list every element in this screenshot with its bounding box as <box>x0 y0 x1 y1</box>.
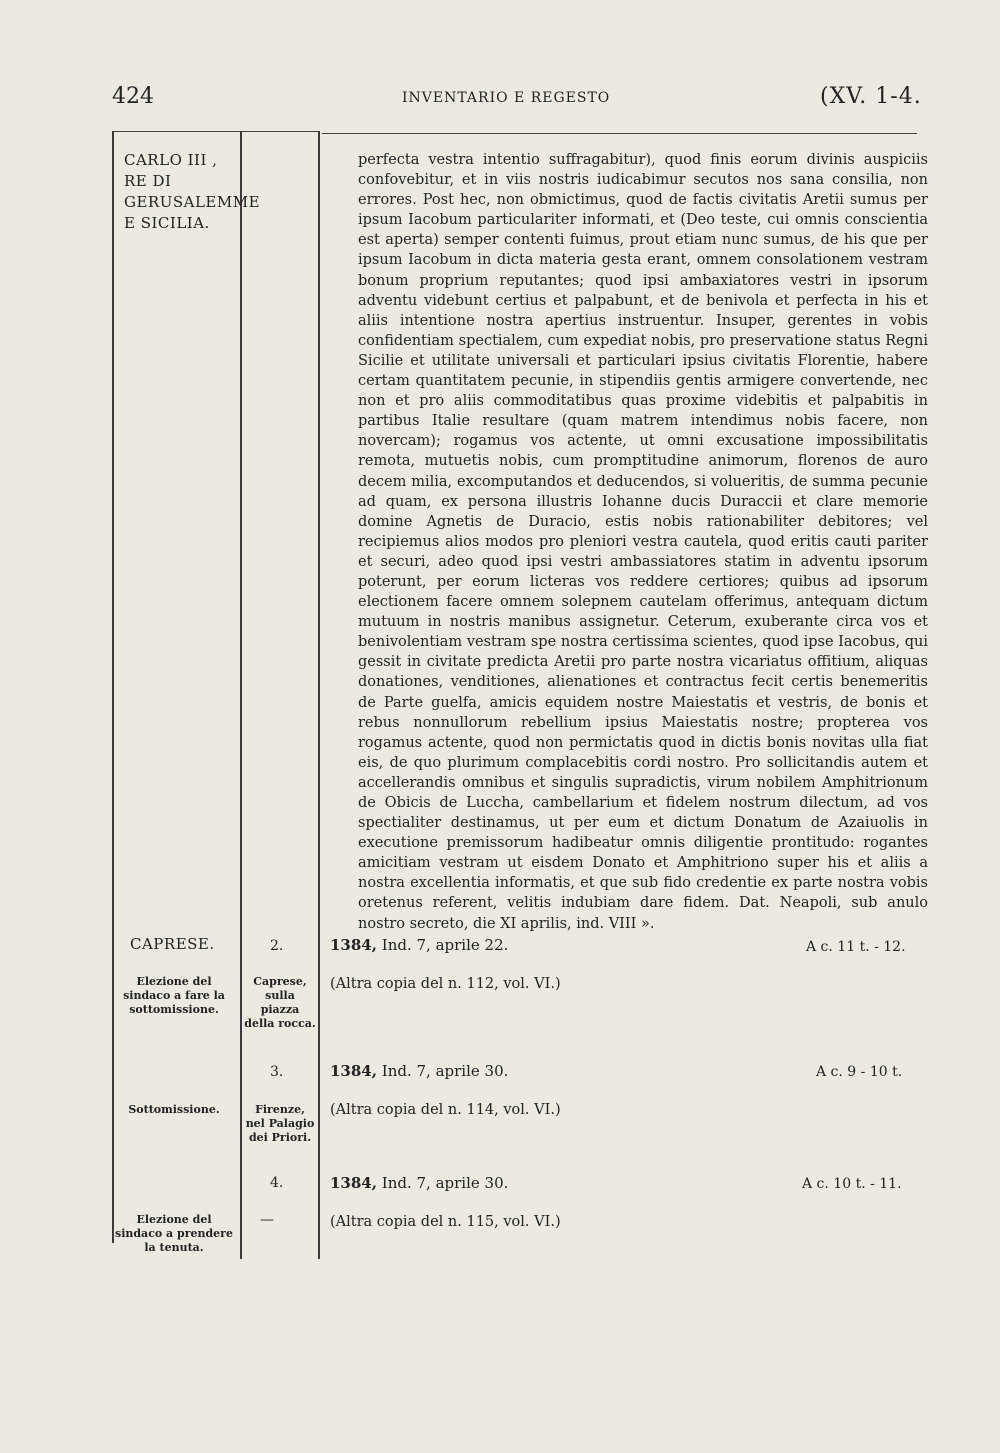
entry-title: CAPRESE. <box>130 935 215 953</box>
entry-date <box>330 1174 508 1192</box>
entry-subject: Elezione del sindaco a fare la sottomissione. <box>123 975 225 1016</box>
entry-number: 2. <box>270 938 284 954</box>
entry-place: Caprese, sulla piazza della rocca. <box>244 975 316 1030</box>
column-divider-3 <box>318 131 320 1259</box>
document-body <box>358 150 928 934</box>
section-reference: (XV. 1-4. <box>820 84 922 109</box>
entry-note: (Altra copia del n. 115, vol. VI.) <box>330 1214 561 1230</box>
entry-number: 4. <box>270 1175 284 1191</box>
page-header <box>0 84 1000 114</box>
body-paragraph: perfecta vestra intentio suffragabitur), quod finis eorum divinis auspiciis confovebitur, et in viis nostris iudicabimur secutos nos sana consilia, non errores. Post hec, non obmictimus, quod de factis civitatis Aretii sumus per ipsum Iacobum particulariter informati, et (Deo teste, cui omnis conscientia est aperta) semper contenti fuimus, prout etiam nunc sumus, de his que per ipsum Iacobum in dicta materia gesta erant, omnem consolationem vestram bonum proprium reputantes; quod ipsi ambaxiatores vestri in ipsorum adventu videbunt certius et palpabunt, et de benivola et perfecta in his et aliis intentione nostra apertius instruentur. Insuper, gerentes in vobis confidentiam spectialem, cum expediat nobis, pro preservatione status Regni Sicilie et utilitate universali et particulari ipsius civitatis Florentie, habere certam quantitatem pecunie, in stipendiis gentis armigere convertende, nec non et pro aliis commoditatibus quas proxime videbitis et palpabitis in partibus Italie resultare (quam matrem intendimus nobis facere, non novercam); rogamus vos actente, ut omni excusatione impossibilitatis remota, mutuetis nobis, cum promptitudine animorum, florenos de auro decem milia, excomputandos et deducendos, si volueritis, de summa pecunie ad quam, ex persona illustris Iohanne ducis Duraccii et clare memorie domine Agnetis de Duracio, estis nobis rationabiliter debitores; vel recipiemus alios modos pro pleniori vestra cautela, quod eritis cauti pariter et securi, adeo quod ipsi vestri ambassiatores statim in adventu ipsorum poterunt, per eorum licteras vos reddere certiores; quibus ad ipsorum electionem facere omnem solepnem cautelam offerimus, antequam dictum mutuum in nostris manibus assignetur. Ceterum, exuberante circa vos et benivolentiam vestram spe nostra certissima scientes, quod ipse Iacobus, qui gessit in civitate predicta Aretii pro parte nostra vicariatus offitium, aliquas donationes, venditiones, alienationes et contractus fecit certis benemeritis de Parte guelfa, amicis equidem nostre Maiestatis et vestris, de bonis et rebus nonnullorum rebellium ipsius Maiestatis nostre; propterea vos rogamus actente, quod non permictatis quod in dictis bonis novitas ulla fiat eis, de quo plurimum complacebitis cordi nostro. Pro sollicitandis autem et accellerandis omnibus et singulis supradictis, virum nobilem Amphitrionum de Obicis de Luccha, cambellarium et fidelem nostrum dilectum, ad vos spectialiter destinamus, ut per eum et dictum Donatum de Azaiuolis in executione premissorum hadibeatur omnis diligentie prontitudo: rogantes amicitiam vestram ut eisdem Donato et Amphitriono super his et aliis a nostra excellentia informatis, et que sub fido credentie ex parte nostra vobis oretenus referent, velitis indubiam dare fidem. Dat. Neapoli, sub anulo nostro secreto, die XI aprilis, ind. VIII ». <box>358 152 928 932</box>
entry-place: Firenze, nel Palagio dei Priori. <box>245 1103 315 1144</box>
entry-year: 1384, <box>330 936 377 954</box>
entry-date-text: Ind. 7, aprile 22. <box>381 936 509 954</box>
page-number: 424 <box>112 84 154 109</box>
entry-year: 1384, <box>330 1062 377 1080</box>
entry-note: (Altra copia del n. 112, vol. VI.) <box>330 976 561 992</box>
margin-heading: CARLO III , RE DI GERUSALEMME E SICILIA. <box>124 151 261 232</box>
entry-year: 1384, <box>330 1174 377 1192</box>
entry-date-text: Ind. 7, aprile 30. <box>381 1174 509 1192</box>
archival-reference: A c. 10 t. - 11. <box>802 1176 902 1192</box>
entry-subject: Elezione del sindaco a prendere la tenuta. <box>115 1213 233 1254</box>
entry-date <box>330 936 508 954</box>
entry-place: — <box>260 1212 274 1228</box>
running-head: INVENTARIO E REGESTO <box>402 90 611 106</box>
entry-subject: Sottomissione. <box>128 1103 220 1116</box>
archival-reference: A c. 11 t. - 12. <box>806 939 906 955</box>
column-divider-2 <box>240 131 242 1259</box>
entry-date <box>330 1062 508 1080</box>
header-rule-right <box>322 133 917 134</box>
column-divider-1 <box>112 131 114 1243</box>
archival-reference: A c. 9 - 10 t. <box>816 1064 903 1080</box>
entry-date-text: Ind. 7, aprile 30. <box>381 1062 509 1080</box>
entry-number: 3. <box>270 1064 284 1080</box>
entry-note: (Altra copia del n. 114, vol. VI.) <box>330 1102 561 1118</box>
header-rule-left <box>112 131 318 132</box>
